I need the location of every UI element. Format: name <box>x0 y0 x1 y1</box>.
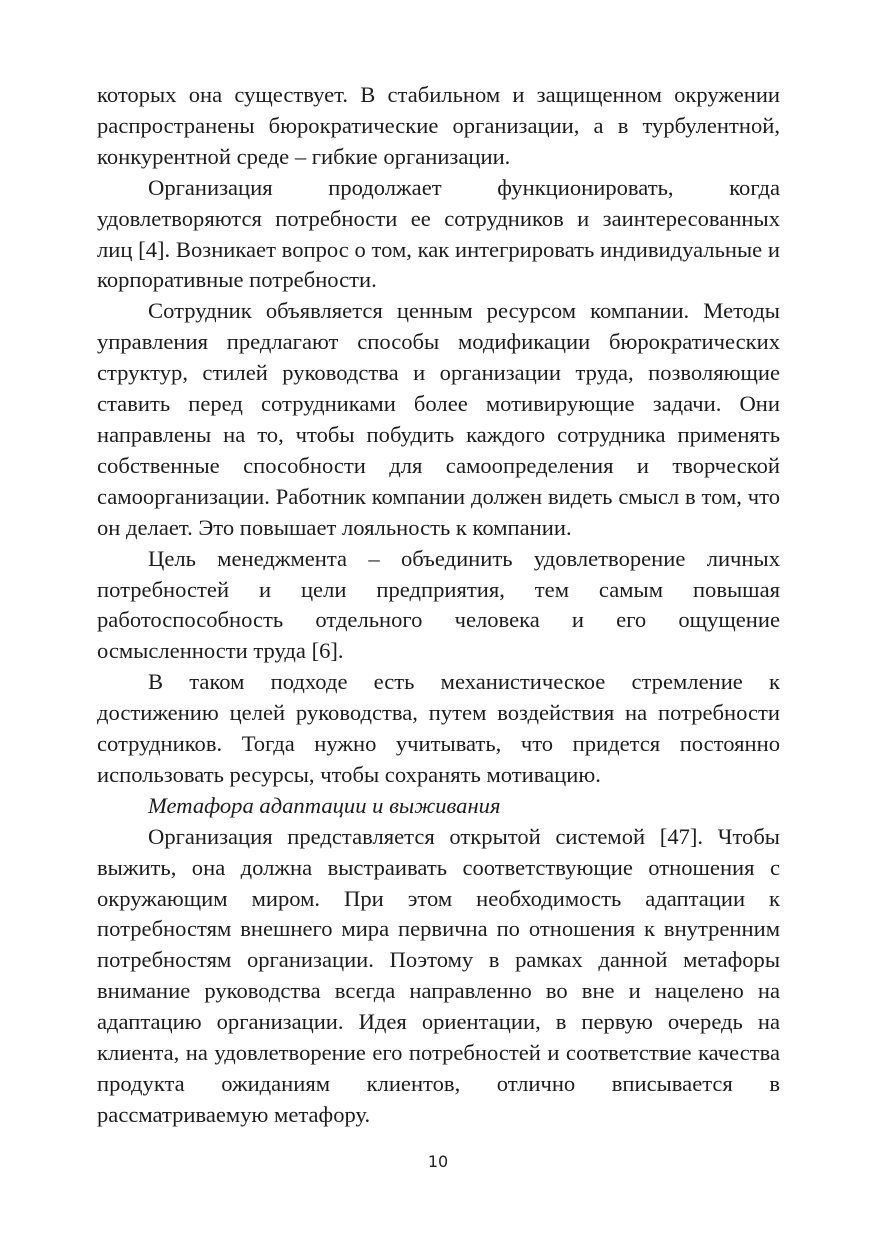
paragraph-mechanistic-approach: В таком подходе есть механистическое стремление к достижению целей руководства, путем воздействия на потребности сотрудников. Тогда нужно учитывать, что придется постоянно использовать ресурсы, чтобы сохранять мотивацию. <box>97 669 780 787</box>
paragraph-organization-functioning: Организация продолжает функционировать, когда удовлетворяются потребности ее сотрудников и заинтересованных лиц [4]. Возникает вопрос о том, как интегрировать индивидуальные и корпоративные потребности. <box>97 174 780 293</box>
paragraph-management-goal: Цель менеджмента – объединить удовлетворение личных потребностей и цели предприятия, тем самым повышая работоспособность отдельного человека и его ощущение осмысленности труда [6]. <box>97 545 780 664</box>
page-body <box>97 80 780 1131</box>
paragraph-open-system: Организация представляется открытой системой [47]. Чтобы выжить, она должна выстраивать соответствующие отношения с окружающим миром. При этом необходимость адаптации к потребностям внешнего мира первична по отношения к внутренним потребностям организации. Поэтому в рамках данной метафоры внимание руководства всегда направленно во вне и нацелено на адаптацию организации. Идея ориентации, в первую очередь на клиента, на удовлетворение его потребностей и соответствие качества продукта ожиданиям клиентов, отлично вписывается в рассматриваемую метафору. <box>97 823 780 1127</box>
paragraph-continuation: которых она существует. В стабильном и защищенном окружении распространены бюрократические организации, а в турбулентной, конкурентной среде – гибкие организации. <box>97 82 780 169</box>
section-heading-adaptation-metaphor: Метафора адаптации и выживания <box>148 792 501 818</box>
paragraph-employee-resource: Сотрудник объявляется ценным ресурсом компании. Методы управления предлагают способы модификации бюрократических структур, стилей руководства и организации труда, позволяющие ставить перед сотрудниками более мотивирующие задачи. Они направлены на то, чтобы побудить каждого сотрудника применять собственные способности для самоопределения и творческой самоорганизации. Работник компании должен видеть смысл в том, что он делает. Это повышает лояльность к компании. <box>97 298 780 540</box>
page-number: 10 <box>427 1152 449 1171</box>
